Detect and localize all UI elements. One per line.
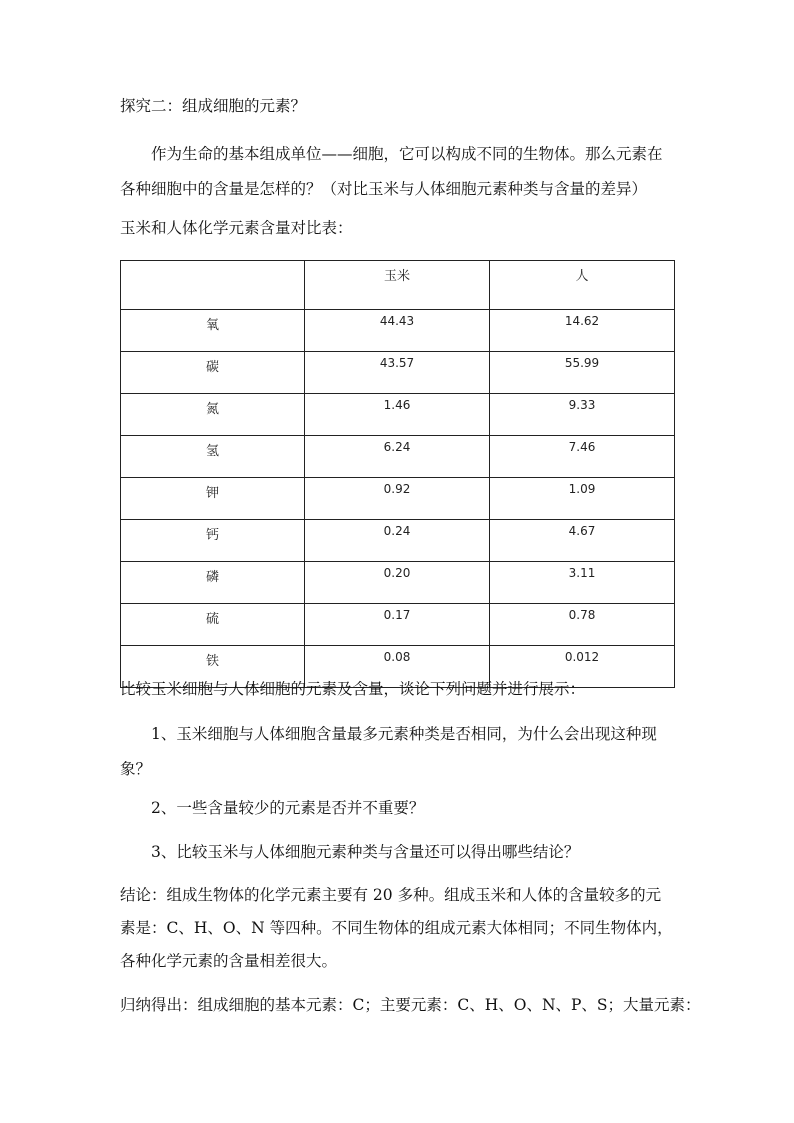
- question-2: 2、一些含量较少的元素是否并不重要？: [151, 799, 425, 817]
- corn-value-cell: 0.92: [305, 478, 490, 520]
- human-value-cell: 4.67: [490, 520, 675, 562]
- question-3: 3、比较玉米与人体细胞元素种类与含量还可以得出哪些结论？: [151, 843, 580, 861]
- question-1-line-2: 象？: [120, 760, 152, 778]
- conclusion-line-2: 素是：C、H、O、N 等四种。不同生物体的组成元素大体相同；不同生物体内，: [120, 919, 673, 937]
- table-row: [121, 310, 675, 352]
- element-cell: 钾: [121, 478, 305, 520]
- table-row: [121, 562, 675, 604]
- question-1: [120, 717, 680, 787]
- human-value-cell: 1.09: [490, 478, 675, 520]
- human-value-cell: 3.11: [490, 562, 675, 604]
- conclusion-line-1: 结论：组成生物体的化学元素主要有 20 多种。组成玉米和人体的含量较多的元: [120, 886, 662, 904]
- element-cell: 氢: [121, 436, 305, 478]
- header-cell-empty: [121, 261, 305, 310]
- element-cell: 硫: [121, 604, 305, 646]
- corn-value-cell: 1.46: [305, 394, 490, 436]
- corn-value-cell: 0.17: [305, 604, 490, 646]
- table-caption: 玉米和人体化学元素含量对比表：: [120, 219, 353, 237]
- human-value-cell: 0.012: [490, 646, 675, 688]
- table-row: [121, 520, 675, 562]
- corn-value-cell: 43.57: [305, 352, 490, 394]
- section-heading: 探究二：组成细胞的元素？: [120, 97, 307, 115]
- element-cell: 碳: [121, 352, 305, 394]
- table-row: [121, 604, 675, 646]
- element-cell: 磷: [121, 562, 305, 604]
- corn-value-cell: 6.24: [305, 436, 490, 478]
- element-content-table: [120, 260, 675, 688]
- element-cell: 氮: [121, 394, 305, 436]
- table-row: [121, 436, 675, 478]
- conclusion-paragraph: [120, 879, 680, 978]
- table-row: [121, 478, 675, 520]
- conclusion-line-3: 各种化学元素的含量相差很大。: [120, 952, 338, 970]
- intro-paragraph: [120, 137, 680, 207]
- human-value-cell: 7.46: [490, 436, 675, 478]
- table-header-row: [121, 261, 675, 310]
- corn-value-cell: 0.24: [305, 520, 490, 562]
- corn-value-cell: 0.20: [305, 562, 490, 604]
- element-cell: 钙: [121, 520, 305, 562]
- corn-value-cell: 44.43: [305, 310, 490, 352]
- human-value-cell: 0.78: [490, 604, 675, 646]
- intro-line-1: 作为生命的基本组成单位——细胞，它可以构成不同的生物体。那么元素在: [151, 145, 663, 163]
- summary-line: 归纳得出：组成细胞的基本元素：C；主要元素：C、H、O、N、P、S；大量元素：: [120, 996, 701, 1014]
- header-cell-corn: 玉米: [305, 261, 490, 310]
- corn-value-cell: 0.08: [305, 646, 490, 688]
- element-cell: 铁: [121, 646, 305, 688]
- human-value-cell: 14.62: [490, 310, 675, 352]
- human-value-cell: 9.33: [490, 394, 675, 436]
- table-row: [121, 394, 675, 436]
- question-1-line-1: 1、玉米细胞与人体细胞含量最多元素种类是否相同，为什么会出现这种现: [151, 725, 657, 743]
- header-cell-human: 人: [490, 261, 675, 310]
- element-cell: 氧: [121, 310, 305, 352]
- table-row: [121, 352, 675, 394]
- intro-line-2: 各种细胞中的含量是怎样的？（对比玉米与人体细胞元素种类与含量的差异）: [120, 180, 648, 198]
- human-value-cell: 55.99: [490, 352, 675, 394]
- discussion-intro: 比较玉米细胞与人体细胞的元素及含量，谈论下列问题并进行展示：: [120, 680, 586, 698]
